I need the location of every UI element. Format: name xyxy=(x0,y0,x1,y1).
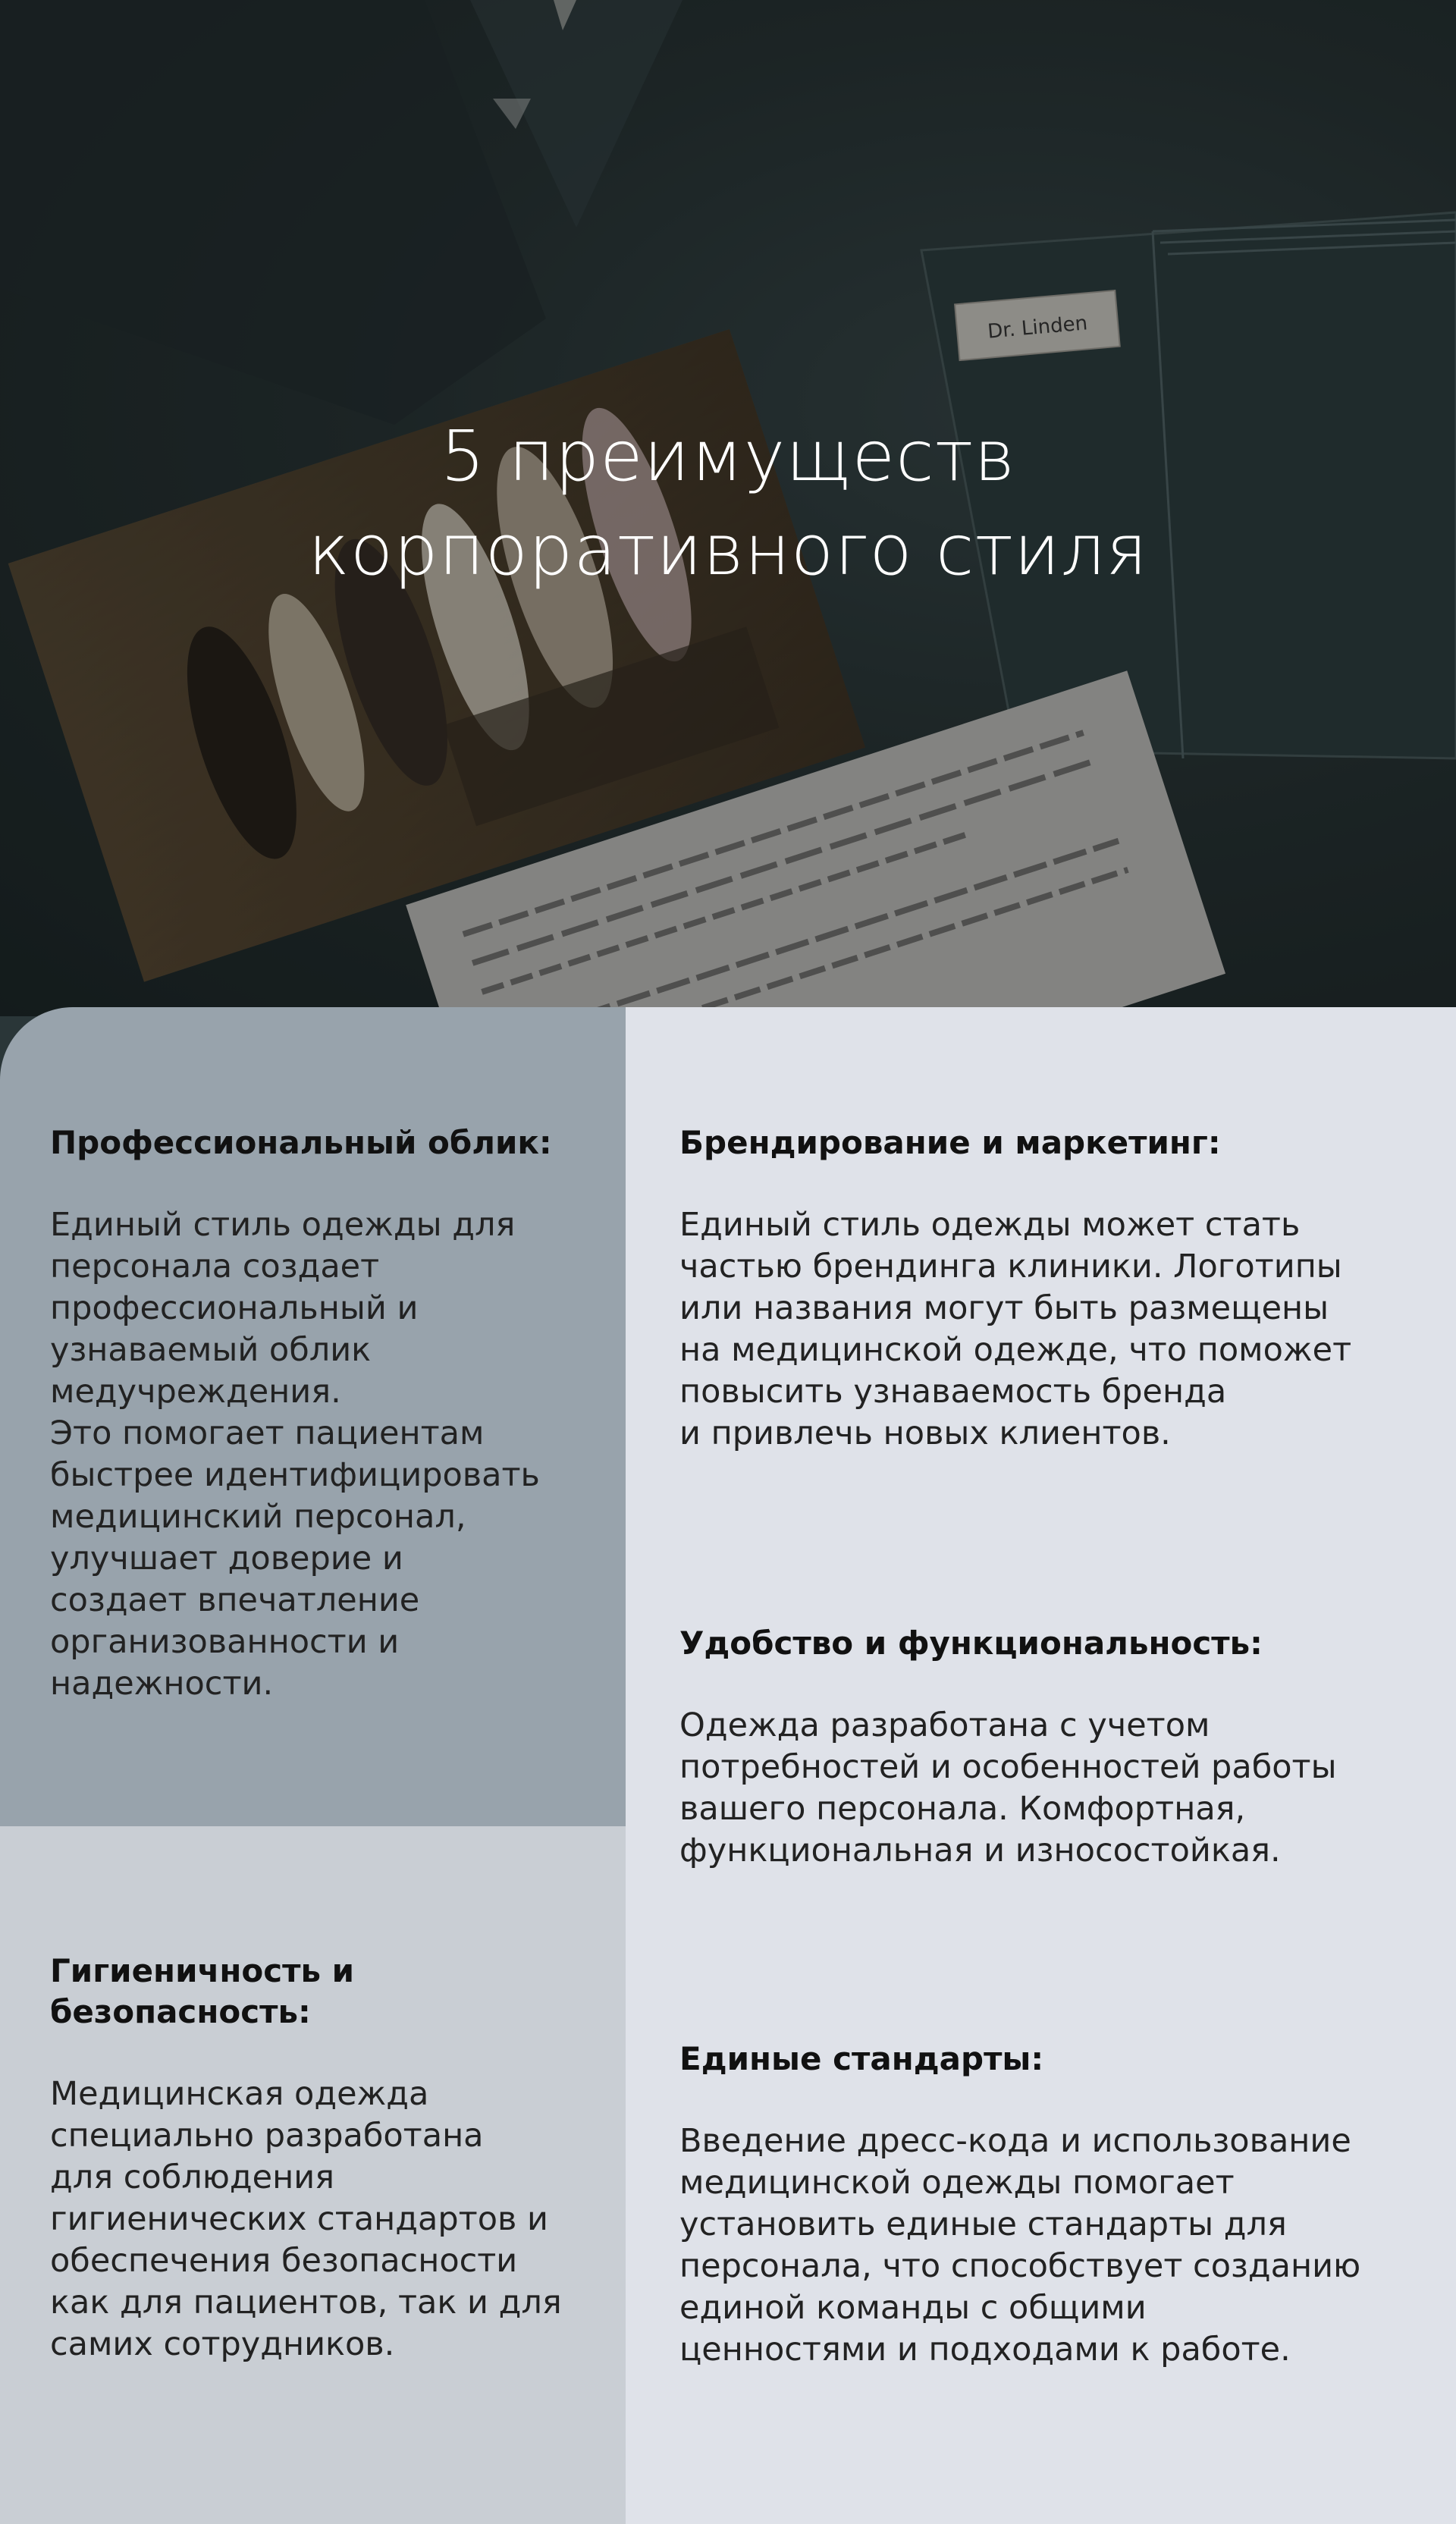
text-line: для соблюдения xyxy=(50,2158,335,2196)
text-line: установить единые стандарты для xyxy=(679,2205,1287,2243)
benefit-text xyxy=(679,2121,1430,2371)
title-line-1: 5 преимуществ xyxy=(440,416,1016,497)
text-line: гигиенических стандартов и xyxy=(50,2200,548,2238)
page-title xyxy=(0,410,1456,598)
benefit-text xyxy=(679,1705,1430,1872)
text-line: единой команды с общими xyxy=(679,2289,1147,2327)
text-line: или названия могут быть размещены xyxy=(679,1289,1329,1327)
text-line: Введение дресс-кода и использование xyxy=(679,2122,1351,2160)
text-line: специально разработана xyxy=(50,2117,484,2155)
text-line: повысить узнаваемость бренда xyxy=(679,1373,1227,1411)
text-line: профессиональный и xyxy=(50,1289,419,1327)
hero-banner xyxy=(0,0,1456,1016)
text-line: создает впечатление xyxy=(50,1581,420,1619)
text-line: организованности и xyxy=(50,1623,400,1661)
benefit-unified-standards xyxy=(679,2039,1430,2371)
text-line: потребностей и особенностей работы xyxy=(679,1748,1337,1786)
benefit-text xyxy=(50,1204,596,1705)
text-line: Единый стиль одежды для xyxy=(50,1206,516,1244)
text-line: Единый стиль одежды может стать xyxy=(679,1206,1301,1244)
text-line: медицинский персонал, xyxy=(50,1498,466,1536)
brand-tag-text: Dr. Linden xyxy=(987,312,1089,344)
heading-line: безопасность: xyxy=(50,1993,311,2030)
text-line: улучшает доверие и xyxy=(50,1540,403,1578)
text-line: вашего персонала. Комфортная, xyxy=(679,1790,1246,1828)
benefit-heading: Брендирование и маркетинг: xyxy=(679,1124,1221,1161)
benefit-heading xyxy=(50,1951,596,2033)
text-line: и привлечь новых клиентов. xyxy=(679,1414,1171,1452)
benefit-text xyxy=(679,1204,1430,1455)
benefit-professional-look xyxy=(50,1122,596,1705)
benefit-heading: Удобство и функциональность: xyxy=(679,1625,1263,1662)
text-line: самих сотрудников. xyxy=(50,2325,395,2363)
benefit-text xyxy=(50,2074,596,2365)
benefit-comfort-functionality xyxy=(679,1623,1430,1872)
text-line: Медицинская одежда xyxy=(50,2075,429,2113)
text-line: ценностями и подходами к работе. xyxy=(679,2331,1291,2369)
text-line: медучреждения. xyxy=(50,1373,341,1411)
benefit-hygiene-safety xyxy=(50,1951,596,2365)
text-line: быстрее идентифицировать xyxy=(50,1456,540,1494)
benefit-heading: Профессиональный облик: xyxy=(50,1124,552,1161)
benefit-heading: Единые стандарты: xyxy=(679,2040,1044,2077)
text-line: частью брендинга клиники. Логотипы xyxy=(679,1248,1342,1286)
text-line: медицинской одежды помогает xyxy=(679,2164,1235,2202)
text-line: на медицинской одежде, что поможет xyxy=(679,1331,1352,1369)
text-line: обеспечения безопасности xyxy=(50,2242,518,2280)
text-line: узнаваемый облик xyxy=(50,1331,372,1369)
title-line-2: корпоративного стиля xyxy=(308,510,1148,591)
text-line: персонала, что способствует созданию xyxy=(679,2247,1361,2285)
text-line: Это помогает пациентам xyxy=(50,1414,485,1452)
text-line: как для пациентов, так и для xyxy=(50,2284,562,2322)
text-line: надежности. xyxy=(50,1665,274,1703)
benefits-section xyxy=(0,1007,1456,2524)
text-line: Одежда разработана с учетом xyxy=(679,1706,1210,1744)
heading-line: Гигиеничность и xyxy=(50,1952,355,1989)
text-line: персонала создает xyxy=(50,1248,380,1286)
text-line: функциональная и износостойкая. xyxy=(679,1832,1281,1869)
benefit-branding-marketing xyxy=(679,1122,1430,1455)
